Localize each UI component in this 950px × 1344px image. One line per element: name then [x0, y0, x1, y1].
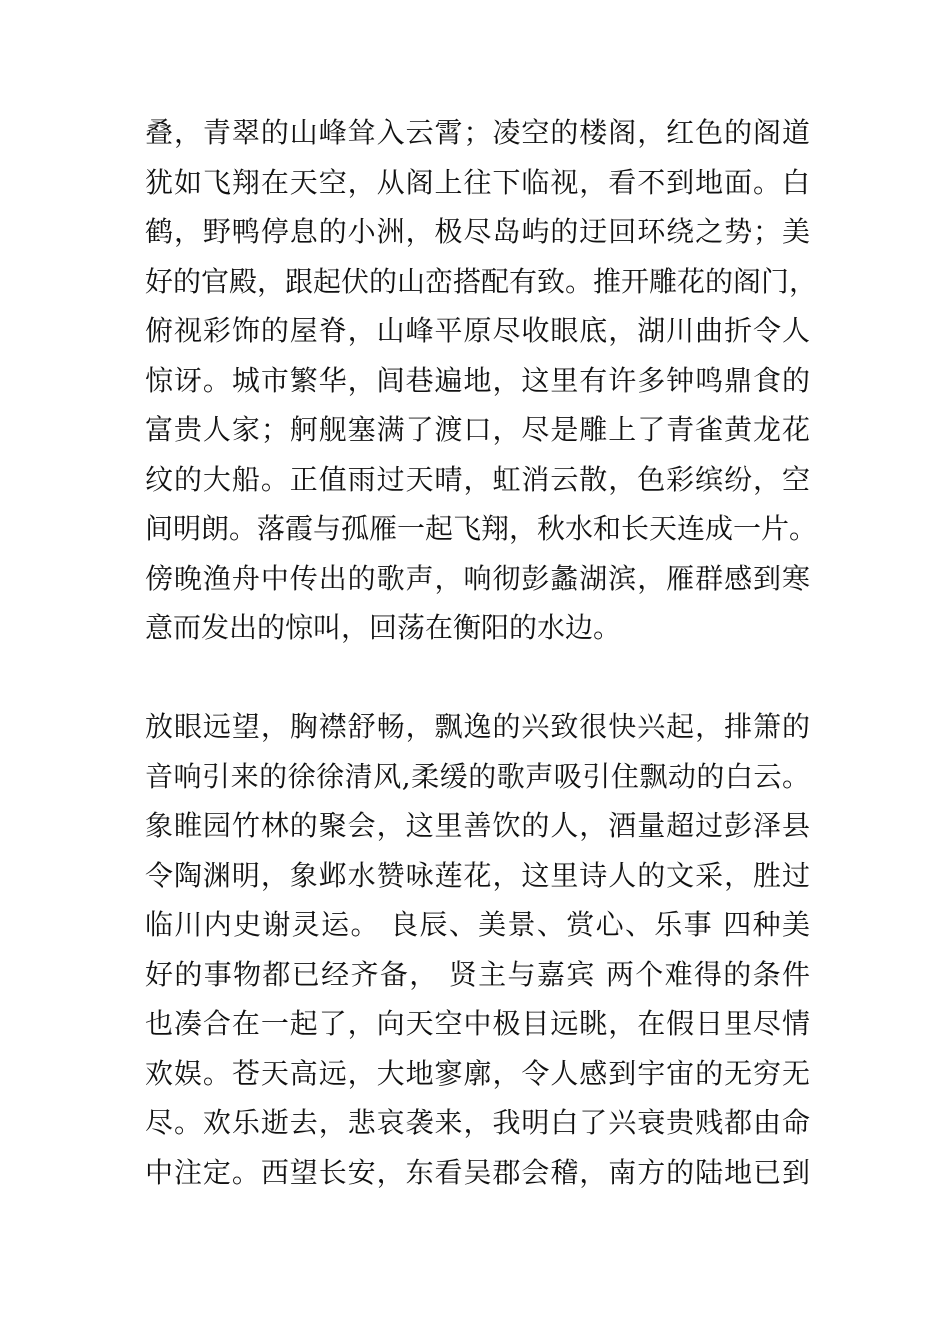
- paragraph-2: [145, 702, 810, 1197]
- text-line: 临川内史谢灵运。 良辰、美景、赏心、乐事 四种美: [145, 908, 810, 941]
- text-line: 间明朗。落霞与孤雁一起飞翔，秋水和长天连成一片。: [145, 512, 818, 545]
- text-line: 尽。欢乐逝去，悲哀袭来，我明白了兴衰贵贱都由命: [145, 1106, 810, 1139]
- text-line: 象睢园竹林的聚会，这里善饮的人，酒量超过彭泽县: [145, 809, 810, 842]
- text-line: 中注定。西望长安，东看吴郡会稽，南方的陆地已到: [145, 1155, 810, 1189]
- text-line: 好的官殿，跟起伏的山峦搭配有致。推开雕花的阁门，: [145, 264, 818, 298]
- text-line: 犹如飞翔在天空，从阁上往下临视，看不到地面。白: [145, 165, 810, 199]
- text-line: 意而发出的惊叫，回荡在衡阳的水边。: [145, 611, 622, 644]
- text-line: 傍晚渔舟中传出的歌声，响彻彭蠡湖滨，雁群感到寒: [145, 561, 810, 595]
- text-line: 叠，青翠的山峰耸入云霄；凌空的楼阁，红色的阁道: [145, 116, 810, 149]
- text-line: 惊讶。城市繁华，闾巷遍地，这里有许多钟鸣鼎食的: [145, 363, 810, 397]
- text-line: 好的事物都已经齐备， 贤主与嘉宾 两个难得的条件: [145, 957, 810, 991]
- text-line: 欢娱。苍天高远，大地寥廓，令人感到宇宙的无穷无: [145, 1056, 810, 1090]
- text-line: 俯视彩饰的屋脊，山峰平原尽收眼底，湖川曲折令人: [145, 314, 810, 347]
- text-line: 也凑合在一起了，向天空中极目远眺，在假日里尽情: [145, 1007, 810, 1040]
- text-line: 令陶渊明，象邺水赞咏莲花，这里诗人的文采，胜过: [145, 858, 810, 892]
- paragraph-1: [145, 108, 818, 653]
- text-line: 富贵人家；舸舰塞满了渡口，尽是雕上了青雀黄龙花: [145, 413, 810, 446]
- text-line: 放眼远望，胸襟舒畅，飘逸的兴致很快兴起，排箫的: [145, 710, 810, 743]
- text-line: 鹤，野鸭停息的小洲，极尽岛屿的迂回环绕之势；美: [145, 215, 810, 248]
- text-line: 纹的大船。正值雨过天晴，虹消云散，色彩缤纷，空: [145, 462, 810, 496]
- text-line: 音响引来的徐徐清风,柔缓的歌声吸引住飘动的白云。: [145, 759, 810, 793]
